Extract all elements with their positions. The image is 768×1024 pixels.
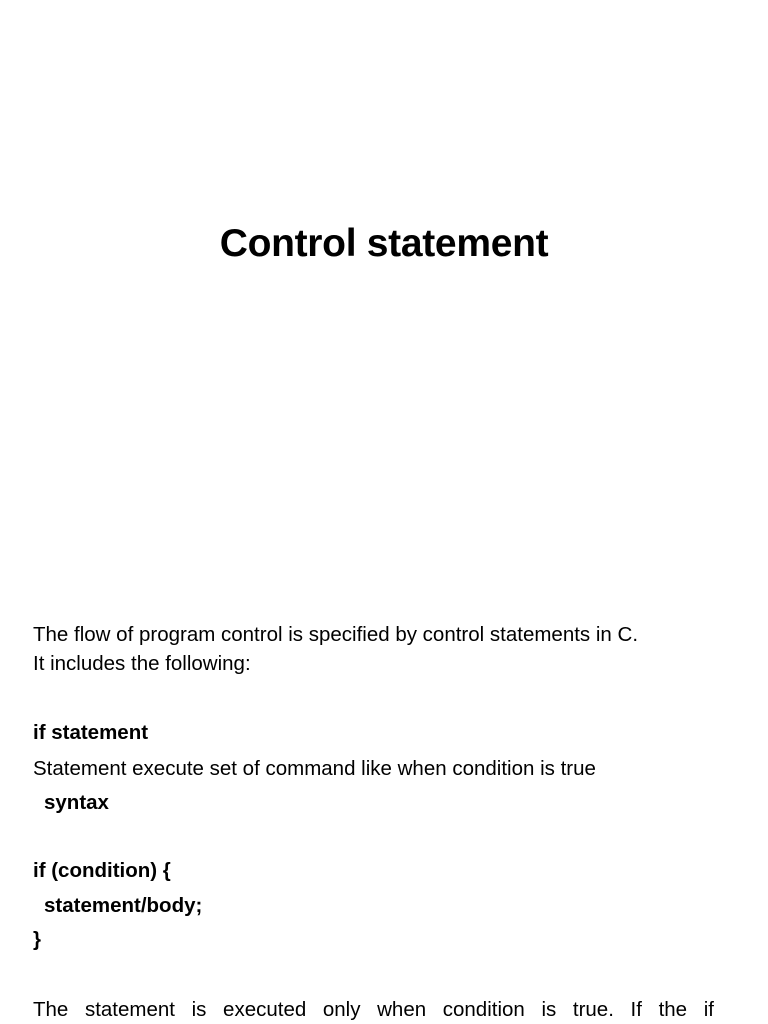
closing-word: executed xyxy=(223,998,307,1021)
closing-word: the xyxy=(658,998,688,1021)
closing-word: The xyxy=(33,998,69,1021)
intro-line-2: It includes the following: xyxy=(33,652,251,675)
closing-word: only xyxy=(322,998,361,1021)
section-heading: if statement xyxy=(33,721,149,744)
closing-word: is xyxy=(191,998,207,1021)
syntax-label: syntax xyxy=(44,791,109,814)
closing-word: when xyxy=(377,998,427,1021)
code-line-2: statement/body; xyxy=(44,894,203,917)
description-text: Statement execute set of command like when condition is true xyxy=(33,757,596,780)
closing-word: If xyxy=(630,998,642,1021)
intro-line-1: The flow of program control is specified by control statements in C. xyxy=(33,623,639,646)
closing-word: is xyxy=(541,998,557,1021)
slide-title: Control statement xyxy=(219,222,549,265)
closing-paragraph-line xyxy=(33,995,714,1024)
closing-word: true. xyxy=(572,998,614,1021)
closing-word: condition xyxy=(442,998,525,1021)
code-line-3: } xyxy=(33,928,41,951)
closing-word: if xyxy=(703,998,714,1021)
closing-word: statement xyxy=(84,998,175,1021)
code-line-1: if (condition) { xyxy=(33,859,171,882)
